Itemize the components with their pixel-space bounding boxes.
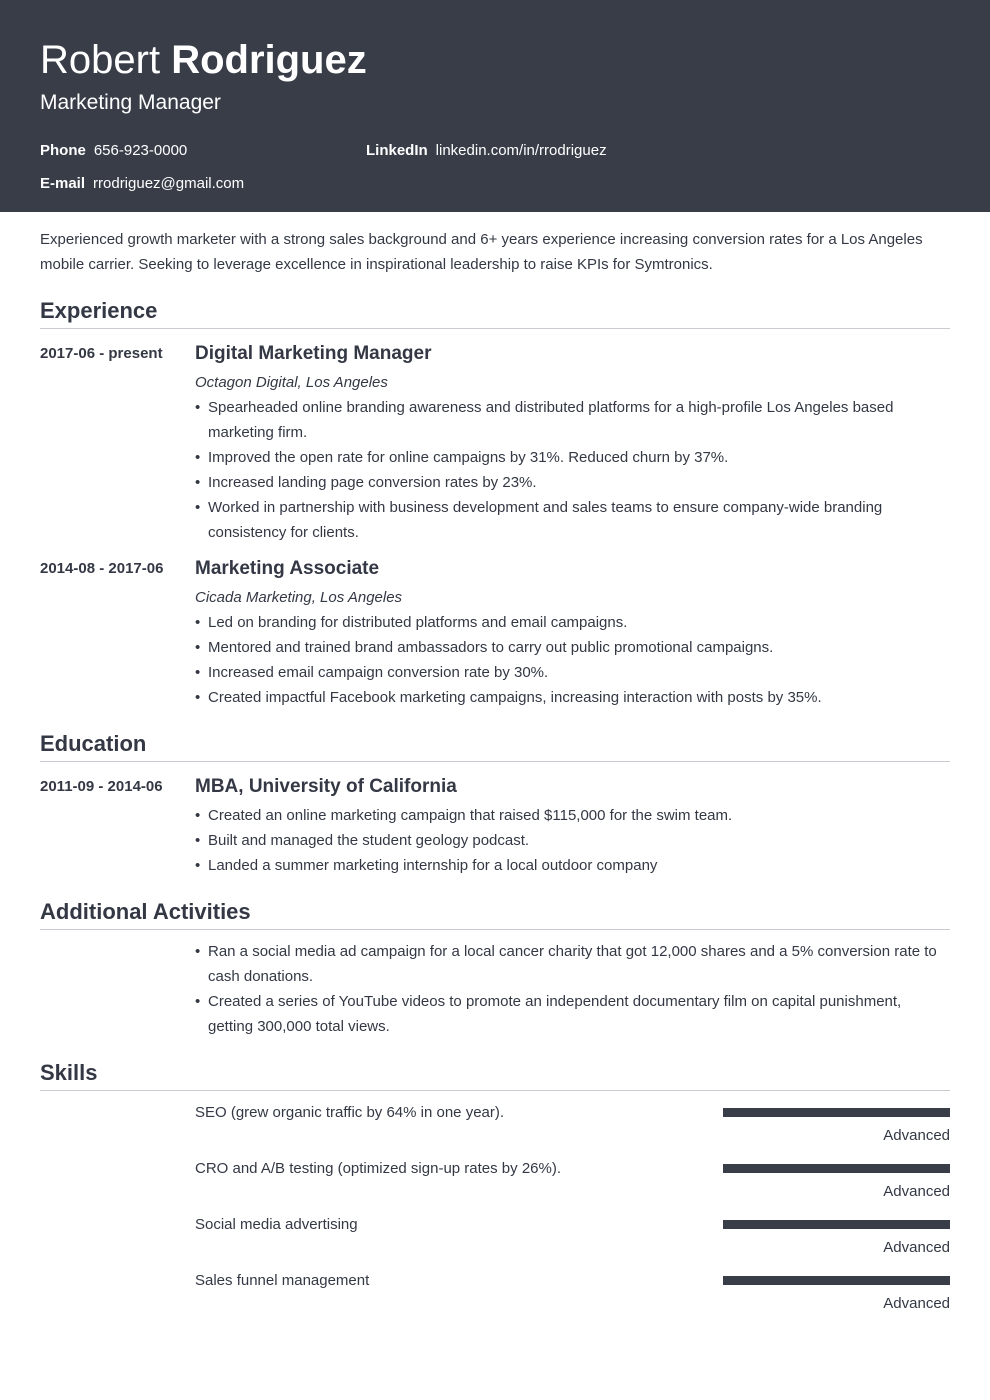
- skill-1-name: SEO (grew organic traffic by 64% in one year).: [195, 1104, 505, 1121]
- experience-2-title: Marketing Associate: [195, 558, 380, 579]
- list-item: • Created impactful Facebook marketing campaigns, increasing interaction with posts by 35%.: [195, 685, 950, 710]
- skill-2-level: Advanced: [883, 1183, 950, 1200]
- list-item: • Improved the open rate for online campaigns by 31%. Reduced churn by 37%.: [195, 445, 950, 470]
- experience-2-bullets: [195, 610, 950, 710]
- summary: Experienced growth marketer with a strong sales background and 6+ years experience increasing conversion rates for a Los Angeles mobile carrier. Seeking to leverage excellence in inspirational leadership to raise KPIs for Symtronics.: [40, 231, 923, 273]
- section-heading-experience: Experience: [40, 298, 950, 329]
- experience-1-bullets: [195, 395, 950, 545]
- phone-label: Phone: [40, 142, 86, 159]
- skill-3-name: Social media advertising: [195, 1216, 358, 1233]
- skill-level-fill: [723, 1108, 950, 1117]
- resume-header: [0, 0, 990, 212]
- skill-3-level: Advanced: [883, 1239, 950, 1256]
- list-item: • Increased landing page conversion rates by 23%.: [195, 470, 950, 495]
- experience-1-dates: 2017-06 - present: [40, 345, 163, 362]
- section-heading-skills: Skills: [40, 1060, 950, 1091]
- skill-1-level: Advanced: [883, 1127, 950, 1144]
- section-heading-activities: Additional Activities: [40, 899, 950, 930]
- education-1-title: MBA, University of California: [195, 776, 457, 797]
- job-title: Marketing Manager: [40, 91, 221, 114]
- skill-level-fill: [723, 1220, 950, 1229]
- list-item: • Worked in partnership with business development and sales teams to ensure company-wide branding consistency for clients.: [195, 495, 950, 545]
- experience-2-company: Cicada Marketing, Los Angeles: [195, 589, 403, 606]
- list-item: • Led on branding for distributed platforms and email campaigns.: [195, 610, 950, 635]
- phone-value: 656-923-0000: [93, 142, 188, 159]
- contact-phone: [40, 141, 187, 161]
- education-1-bullets: [195, 803, 950, 878]
- experience-1-company: Octagon Digital, Los Angeles: [195, 374, 388, 391]
- list-item: • Mentored and trained brand ambassadors to carry out public promotional campaigns.: [195, 635, 950, 660]
- last-name: Rodriguez: [171, 38, 367, 82]
- skill-4-level: Advanced: [883, 1295, 950, 1312]
- candidate-name: [40, 36, 950, 84]
- contact-linkedin: [366, 141, 607, 161]
- list-item: • Created an online marketing campaign that raised $115,000 for the swim team.: [195, 803, 950, 828]
- first-name: Robert: [40, 38, 161, 82]
- email-link[interactable]: rrodriguez@gmail.com: [93, 175, 245, 192]
- experience-1-title: Digital Marketing Manager: [195, 343, 432, 364]
- skill-4-name: Sales funnel management: [195, 1272, 370, 1289]
- contact-email: [40, 174, 244, 194]
- list-item: • Created a series of YouTube videos to promote an independent documentary film on capital punishment, getting 300,000 total views.: [195, 989, 950, 1039]
- linkedin-link[interactable]: linkedin.com/in/rrodriguez: [435, 142, 607, 159]
- skill-4-level-bar: [723, 1276, 950, 1285]
- skill-3-level-bar: [723, 1220, 950, 1229]
- section-heading-education: Education: [40, 731, 950, 762]
- list-item: • Ran a social media ad campaign for a local cancer charity that got 12,000 shares and a 5% conversion rate to cash donations.: [195, 939, 950, 989]
- skill-2-level-bar: [723, 1164, 950, 1173]
- skill-level-fill: [723, 1276, 950, 1285]
- linkedin-label: LinkedIn: [366, 142, 428, 159]
- skill-level-fill: [723, 1164, 950, 1173]
- activities-bullets: [195, 939, 950, 1039]
- email-label: E-mail: [40, 175, 86, 192]
- list-item: • Built and managed the student geology podcast.: [195, 828, 950, 853]
- education-1-dates: 2011-09 - 2014-06: [40, 778, 163, 795]
- skill-2-name: CRO and A/B testing (optimized sign-up rates by 26%).: [195, 1160, 562, 1177]
- list-item: • Landed a summer marketing internship for a local outdoor company: [195, 853, 950, 878]
- list-item: • Increased email campaign conversion rate by 30%.: [195, 660, 950, 685]
- list-item: • Spearheaded online branding awareness and distributed platforms for a high-profile Los Angeles based marketing firm.: [195, 395, 950, 445]
- experience-2-dates: 2014-08 - 2017-06: [40, 560, 164, 577]
- skill-1-level-bar: [723, 1108, 950, 1117]
